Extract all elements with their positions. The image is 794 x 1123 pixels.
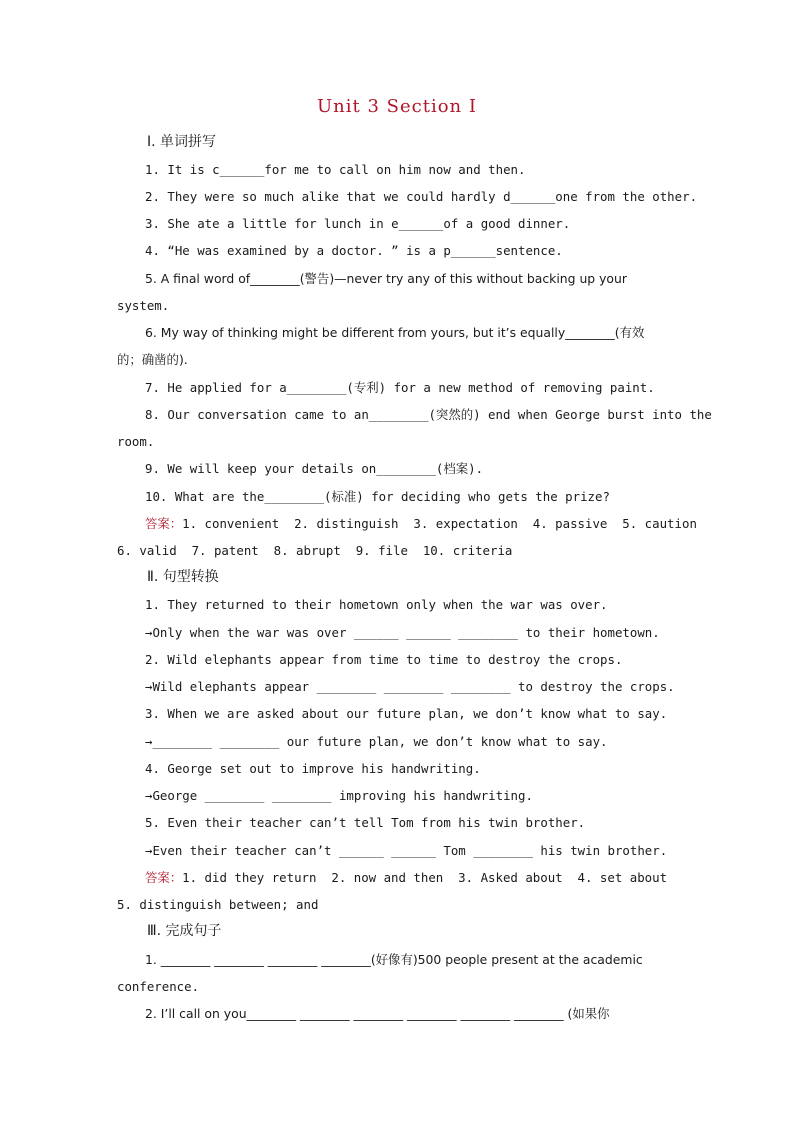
answer-label: 答案： [145, 516, 183, 531]
question-line: →George ________ ________ improving his handwriting. [145, 788, 533, 803]
section-heading-transform: Ⅱ. 句型转换 [147, 569, 219, 585]
question-line: 8. Our conversation came to an________(突然的) end when George burst into the [145, 407, 712, 422]
answer-line [145, 516, 697, 532]
page-title: Unit 3 Section Ⅰ [317, 96, 477, 117]
question-line: →Only when the war was over ______ ______ ________ to their hometown. [145, 625, 660, 640]
question-line-cont: 的；确凿的). [117, 352, 188, 367]
section-heading-spelling: Ⅰ. 单词拼写 [147, 134, 217, 150]
question-line: →Wild elephants appear ________ ________ ________ to destroy the crops. [145, 679, 675, 694]
question-line: →Even their teacher can’t ______ ______ Tom ________ his twin brother. [145, 843, 668, 858]
question-line: 7. He applied for a________(专利) for a new method of removing paint. [145, 380, 655, 395]
answer-label: 答案： [145, 870, 183, 885]
question-line: 6. My way of thinking might be different from yours, but it’s equally________(有效 [145, 325, 645, 340]
question-line-cont: conference. [117, 979, 200, 994]
question-line: 1. ________ ________ ________ ________(好像有)500 people present at the academic [145, 952, 643, 967]
question-line: 1. It is c______for me to call on him now and then. [145, 162, 526, 177]
question-line: 2. Wild elephants appear from time to time to destroy the crops. [145, 652, 623, 667]
answer-text: 1. did they return 2. now and then 3. Asked about 4. set about [182, 870, 668, 885]
question-line: 3. She ate a little for lunch in e______of a good dinner. [145, 216, 571, 231]
question-line: 5. A final word of________(警告)—never try any of this without backing up your [145, 271, 627, 286]
answer-line-cont: 6. valid 7. patent 8. abrupt 9. file 10. criteria [117, 543, 513, 558]
question-line: 4. George set out to improve his handwriting. [145, 761, 481, 776]
question-line: 1. They returned to their hometown only when the war was over. [145, 597, 608, 612]
question-line: →________ ________ our future plan, we don’t know what to say. [145, 734, 608, 749]
question-line: 5. Even their teacher can’t tell Tom from his twin brother. [145, 815, 586, 830]
answer-line [145, 870, 667, 886]
question-line: 2. They were so much alike that we could hardly d______one from the other. [145, 189, 698, 204]
question-line: 9. We will keep your details on________(档案). [145, 461, 484, 476]
section-heading-complete: Ⅲ. 完成句子 [147, 923, 222, 939]
question-line: 4. “He was examined by a doctor. ” is a p______sentence. [145, 243, 563, 258]
answer-text: 1. convenient 2. distinguish 3. expectation 4. passive 5. caution [182, 516, 697, 531]
question-line-cont: system. [117, 298, 170, 313]
question-line: 2. I’ll call on you________ ________ ________ ________ ________ ________ (如果你 [145, 1006, 610, 1021]
question-line-cont: room. [117, 434, 155, 449]
answer-line-cont: 5. distinguish between; and [117, 897, 319, 912]
question-line: 3. When we are asked about our future plan, we don’t know what to say. [145, 706, 668, 721]
question-line: 10. What are the________(标准) for deciding who gets the prize? [145, 489, 610, 504]
